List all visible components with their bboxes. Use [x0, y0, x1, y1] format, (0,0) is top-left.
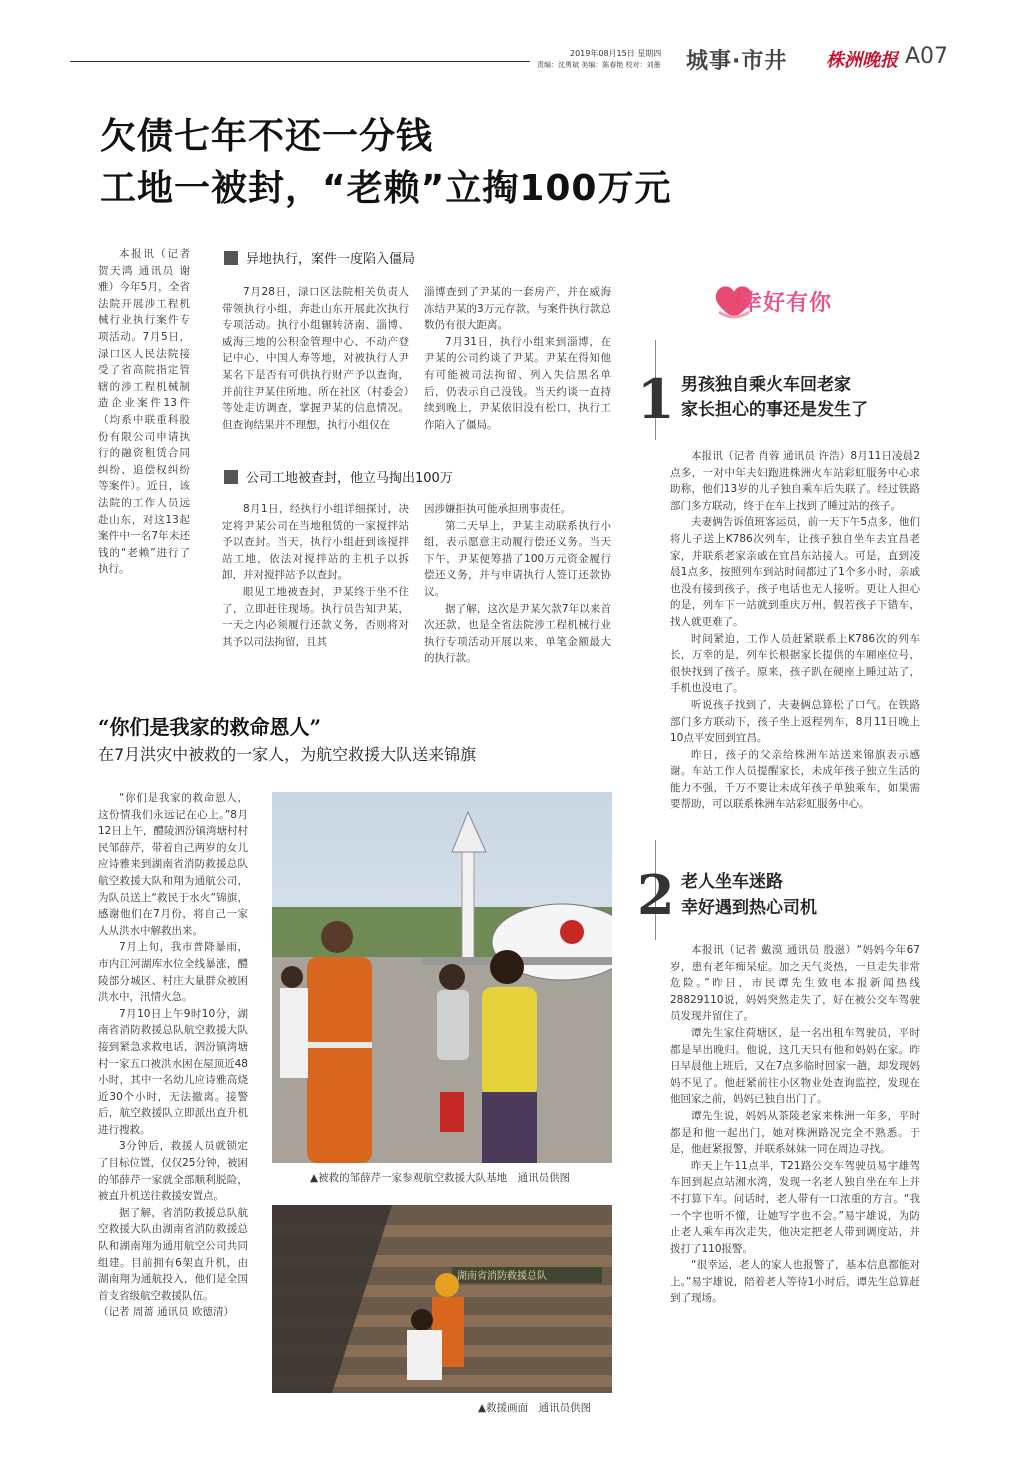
sub2-column-2 — [424, 501, 611, 667]
paragraph: 第二天早上，尹某主动联系执行小组，表示愿意主动履行偿还义务。当天下午，尹某便筹措了100万元资金履行偿还义务，并与申请执行人签订还款协议。 — [424, 519, 611, 598]
paragraph: 7月31日，执行小组来到淄博，在尹某的公司约谈了尹某。尹某在得知他有可能被司法拘留、列入失信黑名单后，仍表示自己没钱。当天约谈一直持续到晚上，尹某依旧没有松口，执行工作陷入了僵局。 — [424, 335, 611, 431]
issue-date: 2019年08月15日 星期四 — [570, 49, 662, 58]
paragraph: “很幸运，老人的家人也报警了，基本信息都能对上。”易宇雄说，陪着老人等待1小时后，谭先生总算赶到了现场。 — [670, 1259, 920, 1305]
headline-line1: 欠债七年不还一分钱 — [100, 116, 434, 157]
paragraph: 昨日，孩子的父亲给株洲车站送来锦旗表示感谢。车站工作人员提醒家长，未成年孩子独立生活的能力不强，千万不要让未成年孩子单独乘车，如果需要帮助，可以联系株洲车站彩虹服务中心。 — [670, 748, 920, 811]
item-2-title-line2: 幸好遇到热心司机 — [681, 898, 817, 918]
subhead-1 — [224, 248, 415, 267]
lead-paragraph: 本报讯（记者 贺天鸿 通讯员 谢雅）今年5月，全省法院开展涉工程机械行业执行案件专项活动。7月5日，渌口区人民法院接受了省高院指定管辖的涉工程机械制造企业案件13件（均系中联重科股份有限公司申请执行的融资租赁合同纠纷、追偿权纠纷等案件）。近日，该法院的工作人员远赴山东，对这13起案件中一名7年未还钱的“老赖”进行了执行。 — [98, 248, 190, 576]
sidebar-logo-text: 幸好有你 — [740, 290, 833, 316]
lead-column — [98, 246, 190, 578]
sub1-column-2 — [424, 284, 611, 433]
item-2-title-line1: 老人坐车迷路 — [681, 872, 783, 892]
paragraph: 听说孩子找到了，夫妻俩总算松了口气。在铁路部门多方联动下，孩子坐上返程列车，8月11日晚上10点平安回到宜昌。 — [670, 698, 920, 745]
paragraph: 7月28日，渌口区法院相关负责人带领执行小组，奔赴山东开展此次执行专项活动。执行小组辗转济南、淄博、威海三地的公积金管理中心、不动产登记中心、中国人寿等地，对被执行人尹某名下是否有可供执行财产予以查询，并前往尹某住所地、所在社区（村委会）等处走访调查，掌握尹某的信息情况。但查询结果并不理想，执行小组仅在 — [222, 286, 409, 431]
sub2-column-1 — [222, 501, 409, 650]
paragraph: 夫妻俩告诉值班客运员，前一天下午5点多，他们将儿子送上K786次列车，让孩子独自坐车去宜昌老家，并联系老家亲戚在宜昌东站接人。可是，直到凌晨1点多，按照列车到站时间都过了1个多小时，亲戚也没有接到孩子，孩子电话也无人接听。更让人担心的是，列车下一站就到重庆万州，假若孩子下错车，找人就更难了。 — [670, 516, 920, 628]
item-1-title-line2: 家长担心的事还是发生了 — [681, 400, 868, 420]
paragraph: “你们是我家的救命恩人，这份情我们永远记在心上。”8月12日上午，醴陵泗汾镇湾塘村村民邹薛芹，带着自己两岁的女儿应诗雅来到湖南省消防救援总队航空救援大队和翔为通航公司，为队员送上“救民于水火”锦旗，感谢他们在7月份，将自己一家人从洪水中解救出来。 — [98, 792, 248, 937]
photo-helicopter-family — [272, 792, 612, 1163]
item-1-number: 1 — [637, 367, 675, 431]
item-1-title-line1: 男孩独自乘火车回老家 — [681, 375, 851, 395]
paragraph: 谭先生家住荷塘区，是一名出租车驾驶员，平时都是早出晚归。他说，这几天只有他和妈妈在家。昨日早晨他上班后，又在7点多临时回家一趟，却发现妈妈不见了。他赶紧前往小区物业处查询监控，发现在他回家之前，妈妈已独自出门了。 — [670, 1026, 920, 1106]
photo-caption-1: ▲被救的邹薛芹一家参观航空救援大队基地 通讯员供图 — [310, 1172, 571, 1184]
photo-rescue-scene — [272, 1205, 612, 1393]
page-number: A07 — [905, 44, 949, 69]
photo-rescue-scene-image — [272, 1205, 612, 1393]
paragraph: 本报讯（记者 肖蓉 通讯员 许浩）8月11日凌晨2点多，一对中年夫妇跑进株洲火车站彩虹服务中心求助称，他们13岁的儿子独自乘车后失联了。经过铁路部门多方联动，终于在车上找到了睡过站的孩子。 — [670, 450, 920, 512]
paragraph: 时间紧迫，工作人员赶紧联系上K786次的列车长，万幸的是，列车长根据家长提供的车厢座位号，很快找到了孩子。原来，孩子趴在硬座上睡过站了，手机也没电了。 — [670, 632, 920, 695]
banner-text: 湖南省消防救援总队 — [457, 1271, 547, 1282]
subhead-2 — [224, 467, 453, 486]
paragraph: 本报讯（记者 戴漠 通讯员 殷滋）“妈妈今年67岁，患有老年痴呆症。加之天气炎热，一旦走失非常危险。”昨日，市民谭先生致电本报新闻热线28829110说，妈妈突然走失了，好在被公交车驾驶员发现并留住了。 — [670, 944, 920, 1023]
subhead-1-text: 异地执行，案件一度陷入僵局 — [246, 252, 416, 267]
photo-helicopter-family-image — [272, 792, 612, 1163]
square-bullet-icon — [224, 251, 238, 265]
paragraph: 谭先生说，妈妈从茶陵老家来株洲一年多，平时都是和他一起出门，她对株洲路况完全不熟悉。于是，他赶紧报警，并联系妹妹一同在周边寻找。 — [670, 1109, 920, 1156]
item-1-body — [670, 448, 920, 813]
paragraph: 因涉嫌拒执可能承担刑事责任。 — [424, 503, 571, 515]
section-name: 城事·市井 — [686, 49, 788, 74]
square-bullet-icon — [224, 470, 238, 484]
item-2-number: 2 — [637, 863, 675, 927]
header-rule — [70, 61, 530, 62]
paragraph: 昨天上午11点半，T21路公交车驾驶员易宇雄驾车回到起点站湘水湾，发现一名老人独自坐在车上并不打算下车。问话时，老人带有一口浓重的方言。“我一个字也听不懂，让她写字也不会。”易宇雄说，为防止老人乘车再次走失，他决定把老人带到调度站，并拨打了110报警。 — [670, 1159, 920, 1255]
paragraph: 据了解，这次是尹某欠款7年以来首次还款，也是全省法院涉工程机械行业执行专项活动开展以来，单笔金额最大的执行款。 — [424, 602, 611, 665]
byline: （记者 周蔷 通讯员 欧德清） — [98, 1306, 235, 1319]
paragraph: 眼见工地被查封，尹某终于坐不住了，立即赶往现场。执行员告知尹某，一天之内必须履行还款义务，否则将对其予以司法拘留，且其 — [222, 585, 409, 648]
subhead-2-text: 公司工地被查封，他立马掏出100万 — [246, 471, 453, 486]
rescue-subtitle: 在7月洪灾中被救的一家人，为航空救援大队送来锦旗 — [98, 745, 477, 764]
rescue-title: “你们是我家的救命恩人” — [98, 715, 322, 739]
editor-credits: 责编：沈勇斌 美编：陈春艳 校对：刘墨 — [537, 61, 661, 69]
paragraph: 7月10日上午9时10分，湖南省消防救援总队航空救援大队接到紧急求救电话，泗汾镇湾塘村一家五口被洪水困在屋顶近48小时，其中一名幼儿应诗雅高烧近30个小时，无法撤离。接警后，航空救援队立即派出直升机进行搜救。 — [98, 1007, 248, 1136]
headline-line2: 工地一被封，“老赖”立掏100万元 — [100, 168, 672, 209]
paragraph: 7月上旬，我市普降暴雨，市内江河湖库水位全线暴涨，醴陵部分城区、村庄大量群众被困洪水中，汛情火急。 — [98, 941, 248, 1004]
paragraph: 据了解，省消防救援总队航空救援大队由湖南省消防救援总队和湖南翔为通用航空公司共同组建。目前拥有6架直升机，由湖南翔为通航投入，他们是全国首支省级航空救援队伍。 — [98, 1206, 248, 1302]
paragraph: 淄博查到了尹某的一套房产，并在威海冻结尹某的3万元存款，与案件执行款总数仍有很大距离。 — [424, 286, 611, 332]
paragraph: 8月1日，经执行小组详细探讨，决定将尹某公司在当地租赁的一家搅拌站予以查封。当天，执行小组赶到该搅拌站工地，依法对搅拌站的主机子以拆卸，并对搅拌站予以查封。 — [222, 503, 409, 582]
photo-caption-2: ▲救援画面 通讯员供图 — [478, 1402, 592, 1414]
newspaper-logo: 株洲晚报 — [826, 50, 898, 71]
paragraph: 3分钟后，救援人员就锁定了目标位置，仅仅25分钟，被困的邹薛芹一家就全部顺利脱险，被直升机送往救援安置点。 — [98, 1140, 248, 1203]
item-2-body — [670, 942, 920, 1307]
rescue-text-column — [98, 790, 248, 1321]
sub1-column-1 — [222, 284, 409, 433]
